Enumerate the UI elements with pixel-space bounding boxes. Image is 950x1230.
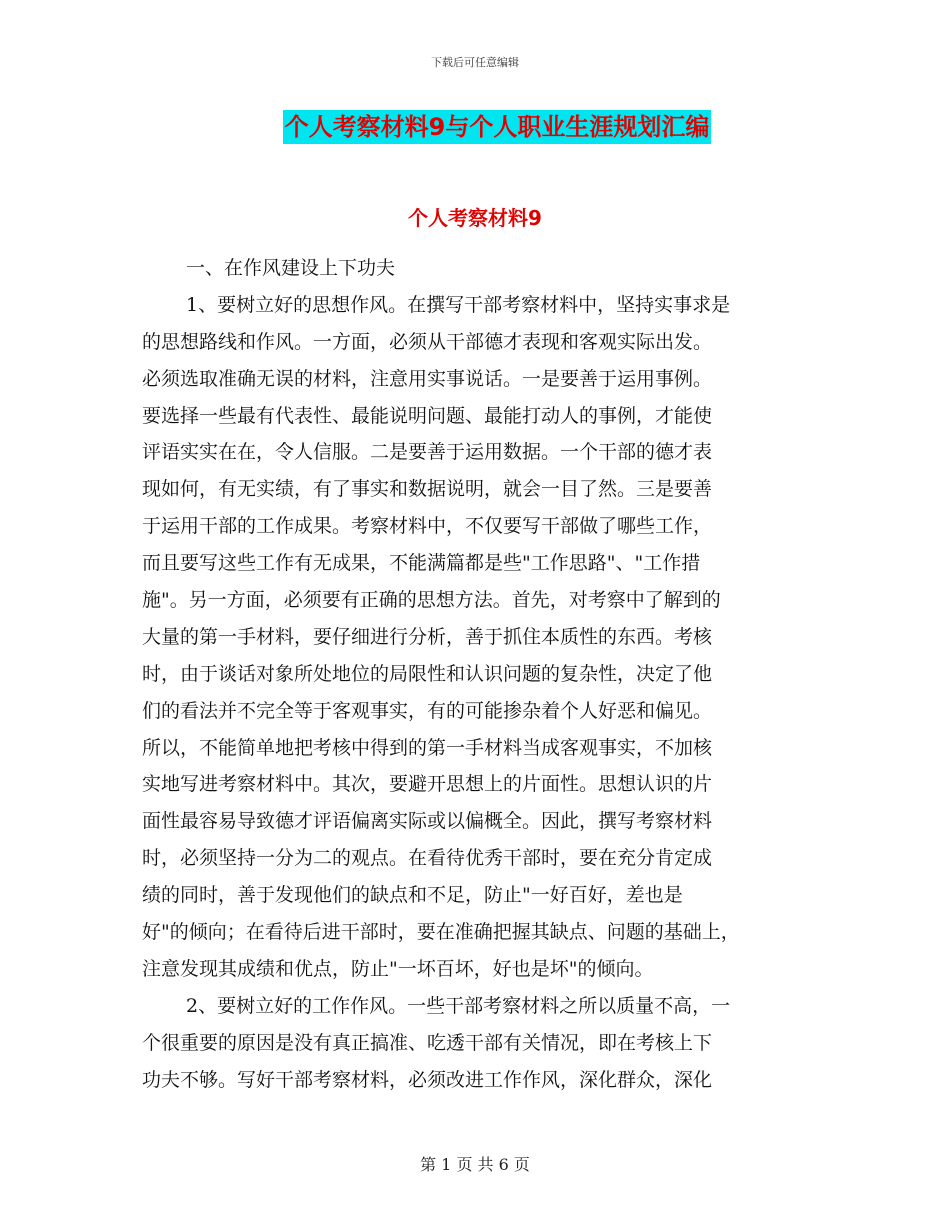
body-line: 现如何，有无实绩，有了事实和数据说明，就会一目了然。三是要善 <box>142 478 713 501</box>
body-line: 们的看法并不完全等于客观事实，有的可能掺杂着个人好恶和偏见。 <box>142 699 713 722</box>
footer-suffix: 页 <box>513 1155 530 1174</box>
body-line: 而且要写这些工作有无成果，不能满篇都是些"工作思路"、"工作措 <box>142 552 701 575</box>
body-line: 于运用干部的工作成果。考察材料中，不仅要写干部做了哪些工作， <box>142 515 713 538</box>
page-footer <box>0 1152 950 1175</box>
body-line: 2、要树立好的工作作风。一些干部考察材料之所以质量不高，一 <box>186 994 731 1017</box>
section-title: 个人考察材料9 <box>408 206 542 230</box>
body-line: 注意发现其成绩和优点，防止"一坏百坏，好也是坏"的倾向。 <box>142 957 654 980</box>
footer-current-page: 1 <box>441 1155 452 1174</box>
body-line: 的思想路线和作风。一方面，必须从干部德才表现和客观实际出发。 <box>142 330 713 353</box>
body-line: 施"。另一方面，必须要有正确的思想方法。首先，对考察中了解到的 <box>142 589 721 612</box>
body-line: 所以，不能简单地把考核中得到的第一手材料当成客观事实，不加核 <box>142 736 713 759</box>
body-line: 一、在作风建设上下功夫 <box>186 257 396 279</box>
body-line: 1、要树立好的思想作风。在撰写干部考察材料中，坚持实事求是 <box>186 293 731 316</box>
body-line: 时，必须坚持一分为二的观点。在看待优秀干部时，要在充分肯定成 <box>142 847 713 870</box>
body-line: 绩的同时，善于发现他们的缺点和不足，防止"一好百好，差也是 <box>142 884 683 907</box>
header-note: 下载后可任意编辑 <box>431 56 519 69</box>
body-line: 大量的第一手材料，要仔细进行分析，善于抓住本质性的东西。考核 <box>142 625 713 648</box>
footer-prefix: 第 <box>420 1155 437 1174</box>
body-line: 面性最容易导致德才评语偏离实际或以偏概全。因此，撰写考察材料 <box>142 810 713 833</box>
body-line: 功夫不够。写好干部考察材料，必须改进工作作风，深化群众，深化 <box>142 1068 713 1091</box>
body-line: 要选择一些最有代表性、最能说明问题、最能打动人的事例，才能使 <box>142 404 713 427</box>
body-line: 评语实实在在，令人信服。二是要善于运用数据。一个干部的德才表 <box>142 441 713 464</box>
body-line: 时，由于谈话对象所处地位的局限性和认识问题的复杂性，决定了他 <box>142 662 713 685</box>
footer-total-pages: 6 <box>498 1155 509 1174</box>
body-line: 好"的倾向；在看待后进干部时，要在准确把握其缺点、问题的基础上， <box>142 921 740 944</box>
main-title: 个人考察材料9与个人职业生涯规划汇编 <box>283 110 712 144</box>
main-title-wrap <box>0 110 950 144</box>
body-line: 实地写进考察材料中。其次，要避开思想上的片面性。思想认识的片 <box>142 773 713 796</box>
body-line: 个很重要的原因是没有真正搞准、吃透干部有关情况，即在考核上下 <box>142 1031 713 1054</box>
footer-middle: 页 共 <box>456 1155 494 1174</box>
body-text <box>142 250 814 1098</box>
body-line: 必须选取准确无误的材料，注意用实事说话。一是要善于运用事例。 <box>142 367 713 390</box>
